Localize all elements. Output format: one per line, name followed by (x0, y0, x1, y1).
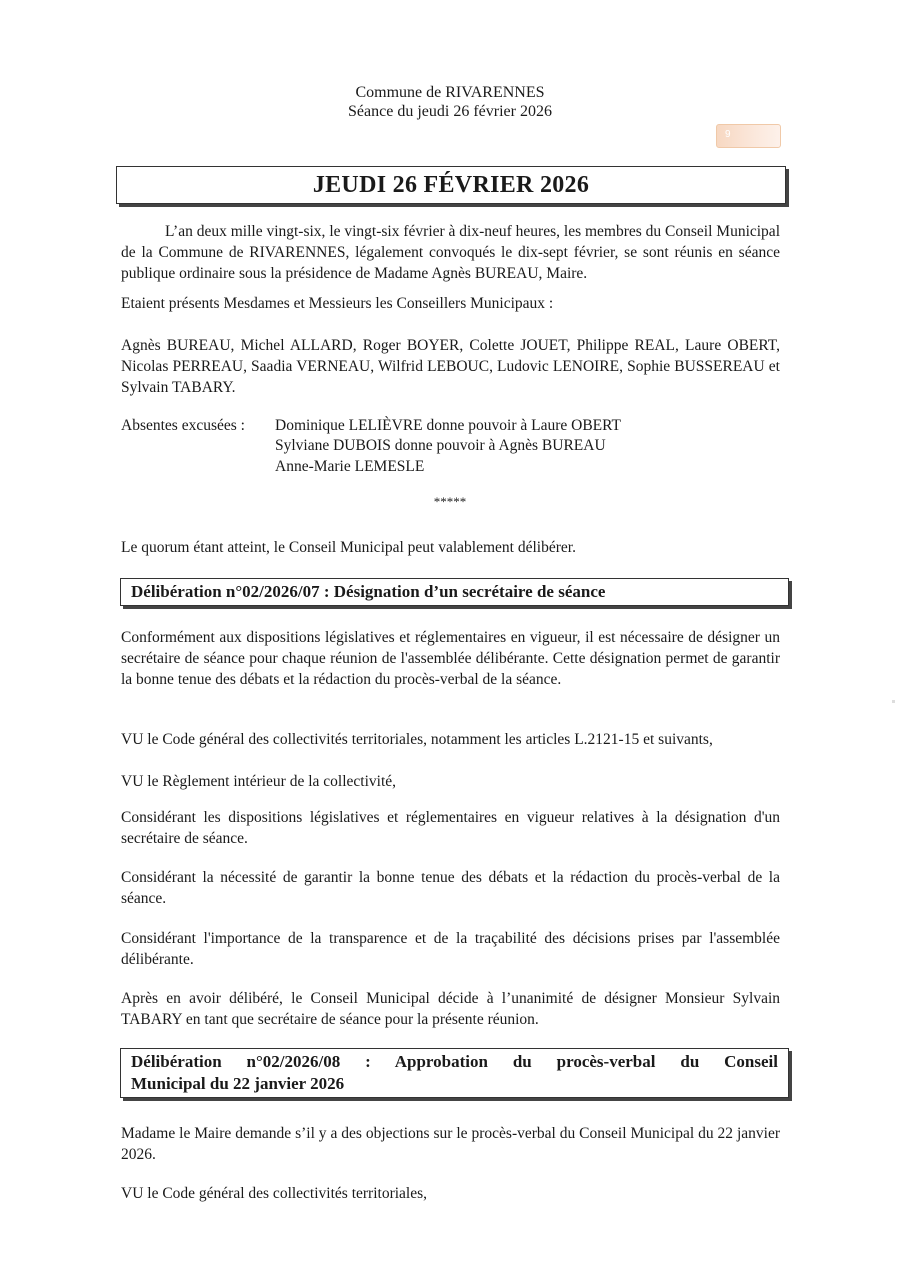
deliberation-07-paragraph: Après en avoir délibéré, le Conseil Municipal décide à l’unanimité de désigner Monsieur Sylvain TABARY en tant que secrétaire de séance pour la présente réunion. (121, 990, 780, 1028)
seance-date: Séance du jeudi 26 février 2026 (348, 103, 552, 120)
page-stamp-number: 9 (725, 129, 731, 140)
page-stamp (716, 124, 781, 148)
absent-line: Anne-Marie LEMESLE (275, 458, 425, 475)
deliberation-08-title-line: Municipal du 22 janvier 2026 (131, 1074, 345, 1093)
commune-name: Commune de RIVARENNES (355, 84, 545, 101)
absents-label: Absentes excusées : (121, 417, 245, 434)
deliberation-07-paragraph: Considérant l'importance de la transparence et de la traçabilité des décisions prises par l'assemblée délibérante. (121, 930, 780, 968)
deliberation-08-paragraph: Madame le Maire demande s’il y a des objections sur le procès-verbal du Conseil Municipal du 22 janvier 2026. (121, 1125, 780, 1163)
deliberation-07-paragraph: VU le Règlement intérieur de la collectivité, (121, 773, 397, 790)
deliberation-07-paragraph: Conformément aux dispositions législatives et réglementaires en vigueur, il est nécessaire de désigner un secrétaire de séance pour chaque réunion de l'assemblée délibérante. Cette désignation permet de garantir la bonne tenue des débats et la rédaction du procès-verbal de la séance. (121, 629, 780, 688)
absent-line: Dominique LELIÈVRE donne pouvoir à Laure OBERT (275, 417, 622, 434)
deliberation-08-paragraph: VU le Code général des collectivités territoriales, (121, 1185, 428, 1202)
presents-label: Etaient présents Mesdames et Messieurs les Conseillers Municipaux : (121, 295, 554, 312)
quorum-text: Le quorum étant atteint, le Conseil Municipal peut valablement délibérer. (121, 539, 576, 556)
deliberation-07-paragraph: Considérant la nécessité de garantir la bonne tenue des débats et la rédaction du procès-verbal de la séance. (121, 869, 780, 907)
deliberation-08-heading (120, 1048, 789, 1098)
deliberation-07-paragraph: Considérant les dispositions législatives et réglementaires en vigueur relatives à la désignation d'un secrétaire de séance. (121, 809, 780, 847)
title-box (116, 166, 786, 204)
page-title: JEUDI 26 FÉVRIER 2026 (312, 172, 590, 198)
separator: ***** (433, 494, 467, 509)
intro-paragraph: L’an deux mille vingt-six, le vingt-six février à dix-neuf heures, les membres du Conseil Municipal de la Commune de RIVARENNES, légalement convoqués le dix-sept février, se sont réunis en séance publique ordinaire sous la présidence de Madame Agnès BUREAU, Maire. (121, 223, 780, 282)
scan-speck (892, 700, 895, 703)
absent-line: Sylviane DUBOIS donne pouvoir à Agnès BUREAU (275, 437, 606, 454)
presents-list: Agnès BUREAU, Michel ALLARD, Roger BOYER, Colette JOUET, Philippe REAL, Laure OBERT, Nicolas PERREAU, Saadia VERNEAU, Wilfrid LEBOUC, Ludovic LENOIRE, Sophie BUSSEREAU et Sylvain TABARY. (121, 337, 780, 396)
deliberation-07-title: Délibération n°02/2026/07 : Désignation d’un secrétaire de séance (131, 582, 606, 601)
deliberation-07-heading (120, 578, 789, 606)
deliberation-07-paragraph: VU le Code général des collectivités territoriales, notamment les articles L.2121-15 et suivants, (121, 731, 713, 748)
deliberation-08-title-line: Délibération n°02/2026/08 : Approbation du procès-verbal du Conseil (131, 1052, 778, 1071)
